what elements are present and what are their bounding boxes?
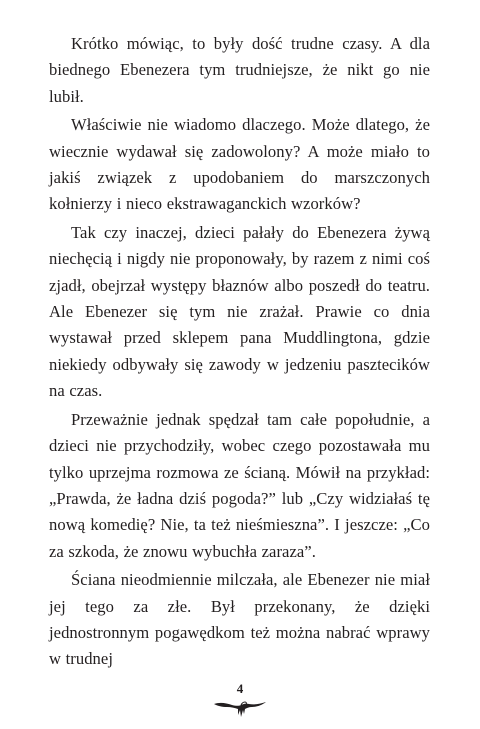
paragraph-3: Tak czy inaczej, dzieci pałały do Ebenezera żywą niechęcią i nigdy nie proponowały, by razem z nimi coś zjadł, obejrzał występy błaznów albo poszedł do teatru. Ale Ebenezer się tym nie zrażał. Prawie co dnia wystawał przed sklepem pana Muddlingtona, gdzie niekiedy odbywały się zawody w jedzeniu pasztecików na czas.: [49, 222, 430, 401]
paragraph-2: Właściwie nie wiadomo dlaczego. Może dlatego, że wiecznie wydawał się zadowolony? A może miało to jakiś związek z upodobaniem do marszczonych kołnierzy i nieco ekstrawaganckich wzorków?: [49, 115, 430, 214]
paragraph-1: Krótko mówiąc, to były dość trudne czasy. A dla biednego Ebenezera tym trudniejsze, że nikt go nie lubił.: [49, 34, 430, 106]
page-text: [49, 31, 430, 673]
paragraph-5: Ściana nieodmiennie milczała, ale Ebenezer nie miał jej tego za złe. Był przekonany, że dzięki jednostronnym pogawędkom też można nabrać wprawy w trudnej: [49, 570, 430, 669]
page-number: 4: [236, 681, 244, 696]
paragraph-4: Przeważnie jednak spędzał tam całe popołudnie, a dzieci nie przychodziły, wobec czego pozostawała mu tylko uprzejma rozmowa ze ścianą. Mówił na przykład: „Prawda, że ładna dziś pogoda?” lub „Czy widziałaś tę nową komedię? Nie, ta też nieśmieszna”. I jeszcze: „Co za szkoda, że znowu wybuchła zaraza”.: [49, 409, 430, 561]
bird-ornament-icon: [212, 698, 268, 720]
